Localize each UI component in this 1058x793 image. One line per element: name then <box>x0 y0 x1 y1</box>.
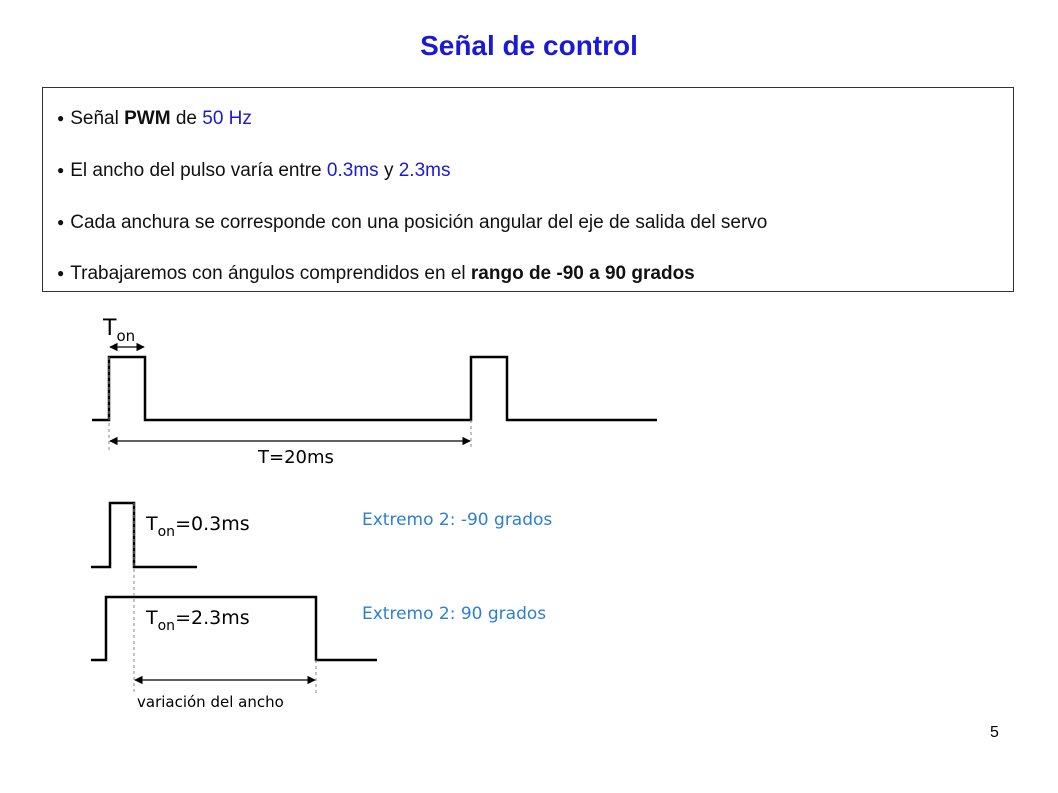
period-waveform <box>92 316 657 468</box>
period-signal-line <box>92 357 657 420</box>
bullet-text-segment: 2.3ms <box>398 160 451 181</box>
min-pulse-caption: Extremo 2: -90 grados <box>362 510 553 530</box>
period-label: T=20ms <box>258 447 334 468</box>
bullet-text-segment: PWM <box>124 108 171 129</box>
bullet-text-segment: rango de -90 a 90 grados <box>470 263 695 284</box>
max-pulse-ton-label: $T_{on}=2.3ms$ <box>146 607 250 634</box>
bullet-text-segment: 50 Hz <box>202 108 252 129</box>
bullet-dot-icon: ● <box>57 110 65 125</box>
bullet-text-segment: Cada anchura se corresponde con una posición angular del eje de salida del servo <box>70 212 768 233</box>
bullet-text-segment: Señal <box>70 108 125 129</box>
bullet-dot-icon: ● <box>57 214 65 229</box>
min-pulse-ton-label: $T_{on}=0.3ms$ <box>146 513 250 540</box>
bullet-text-segment: de <box>170 108 203 129</box>
ton-label: $T_{on}$ <box>103 316 136 345</box>
bullet-text-segment: 0.3ms <box>326 160 379 181</box>
max-pulse-waveform <box>91 597 546 660</box>
max-pulse-caption: Extremo 2: 90 grados <box>362 604 547 624</box>
bullet-dot-icon: ● <box>57 265 65 280</box>
bullet-text-segment: El ancho del pulso varía entre <box>70 160 327 181</box>
bullet-dot-icon: ● <box>57 162 65 177</box>
bullet-text-segment: Trabajaremos con ángulos comprendidos en el <box>70 263 471 284</box>
page-number: 5 <box>990 724 999 741</box>
slide-title: Señal de control <box>420 30 638 61</box>
width-variation-label: variación del ancho <box>137 693 284 711</box>
bullet-text-segment: y <box>378 160 399 181</box>
min-pulse-waveform <box>91 503 552 567</box>
